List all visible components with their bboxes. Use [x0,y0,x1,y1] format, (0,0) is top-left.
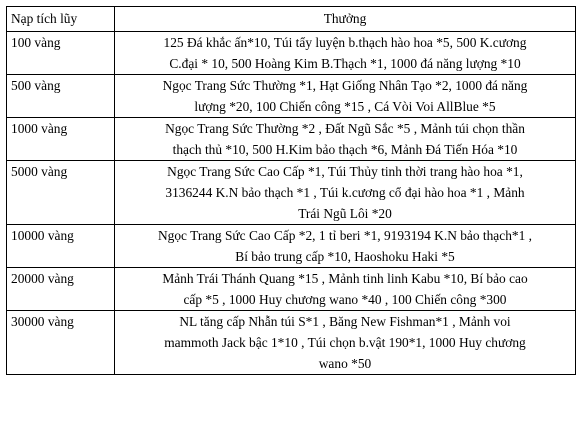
reward-cell [115,161,576,225]
header-reward: Thưởng [115,7,576,32]
reward-cell [115,118,576,161]
reward-line: Ngọc Trang Sức Cao Cấp *2, 1 tỉ beri *1, 9193194 K.N bảo thạch*1 , [158,228,532,243]
header-tier: Nạp tích lũy [7,7,115,32]
reward-line: NL tăng cấp Nhẫn túi S*1 , Băng New Fishman*1 , Mảnh voi [179,314,511,329]
reward-line: 3136244 K.N bảo thạch *1 , Túi k.cương cổ đại hào hoa *1 , Mảnh [165,185,525,200]
reward-line: Ngọc Trang Sức Thường *2 , Đất Ngũ Sắc *5 , Mảnh túi chọn thần [165,121,525,136]
table-row [7,225,576,268]
reward-cell [115,311,576,375]
reward-line: Mảnh Trái Thánh Quang *15 , Mảnh tinh linh Kabu *10, Bí bảo cao [162,271,528,286]
tier-cell: 30000 vàng [7,311,115,375]
table-row [7,118,576,161]
table-header-row [7,7,576,32]
reward-line: Ngọc Trang Sức Cao Cấp *1, Túi Thủy tinh thời trang hào hoa *1, [167,164,523,179]
tier-cell: 500 vàng [7,75,115,118]
reward-line: Ngọc Trang Sức Thường *1, Hạt Giống Nhân Tạo *2, 1000 đá năng [162,78,528,93]
reward-line: mammoth Jack bậc 1*10 , Túi chọn b.vật 190*1, 1000 Huy chương [164,335,526,350]
reward-cell [115,225,576,268]
reward-cell [115,268,576,311]
reward-line: wano *50 [318,356,372,371]
table-row [7,75,576,118]
tier-cell: 5000 vàng [7,161,115,225]
reward-line: cấp *5 , 1000 Huy chương wano *40 , 100 Chiến công *300 [183,292,507,307]
tier-cell: 20000 vàng [7,268,115,311]
reward-line: Bí bảo trung cấp *10, Haoshoku Haki *5 [235,249,455,264]
reward-table [6,6,576,375]
table-row [7,161,576,225]
reward-line: lượng *20, 100 Chiến công *15 , Cá Vòi Voi AllBlue *5 [194,99,496,114]
reward-line: 125 Đá khắc ấn*10, Túi tẩy luyện b.thạch hào hoa *5, 500 K.cương [163,35,527,50]
tier-cell: 1000 vàng [7,118,115,161]
reward-line: C.đại * 10, 500 Hoàng Kim B.Thạch *1, 1000 đá năng lượng *10 [169,56,521,71]
table-row [7,32,576,75]
tier-cell: 100 vàng [7,32,115,75]
reward-line: Trái Ngũ Lôi *20 [298,206,392,221]
reward-line: thạch thủ *10, 500 H.Kim bảo thạch *6, Mảnh Đá Tiến Hóa *10 [172,142,518,157]
table-row [7,311,576,375]
reward-cell [115,32,576,75]
table-row [7,268,576,311]
reward-cell [115,75,576,118]
tier-cell: 10000 vàng [7,225,115,268]
